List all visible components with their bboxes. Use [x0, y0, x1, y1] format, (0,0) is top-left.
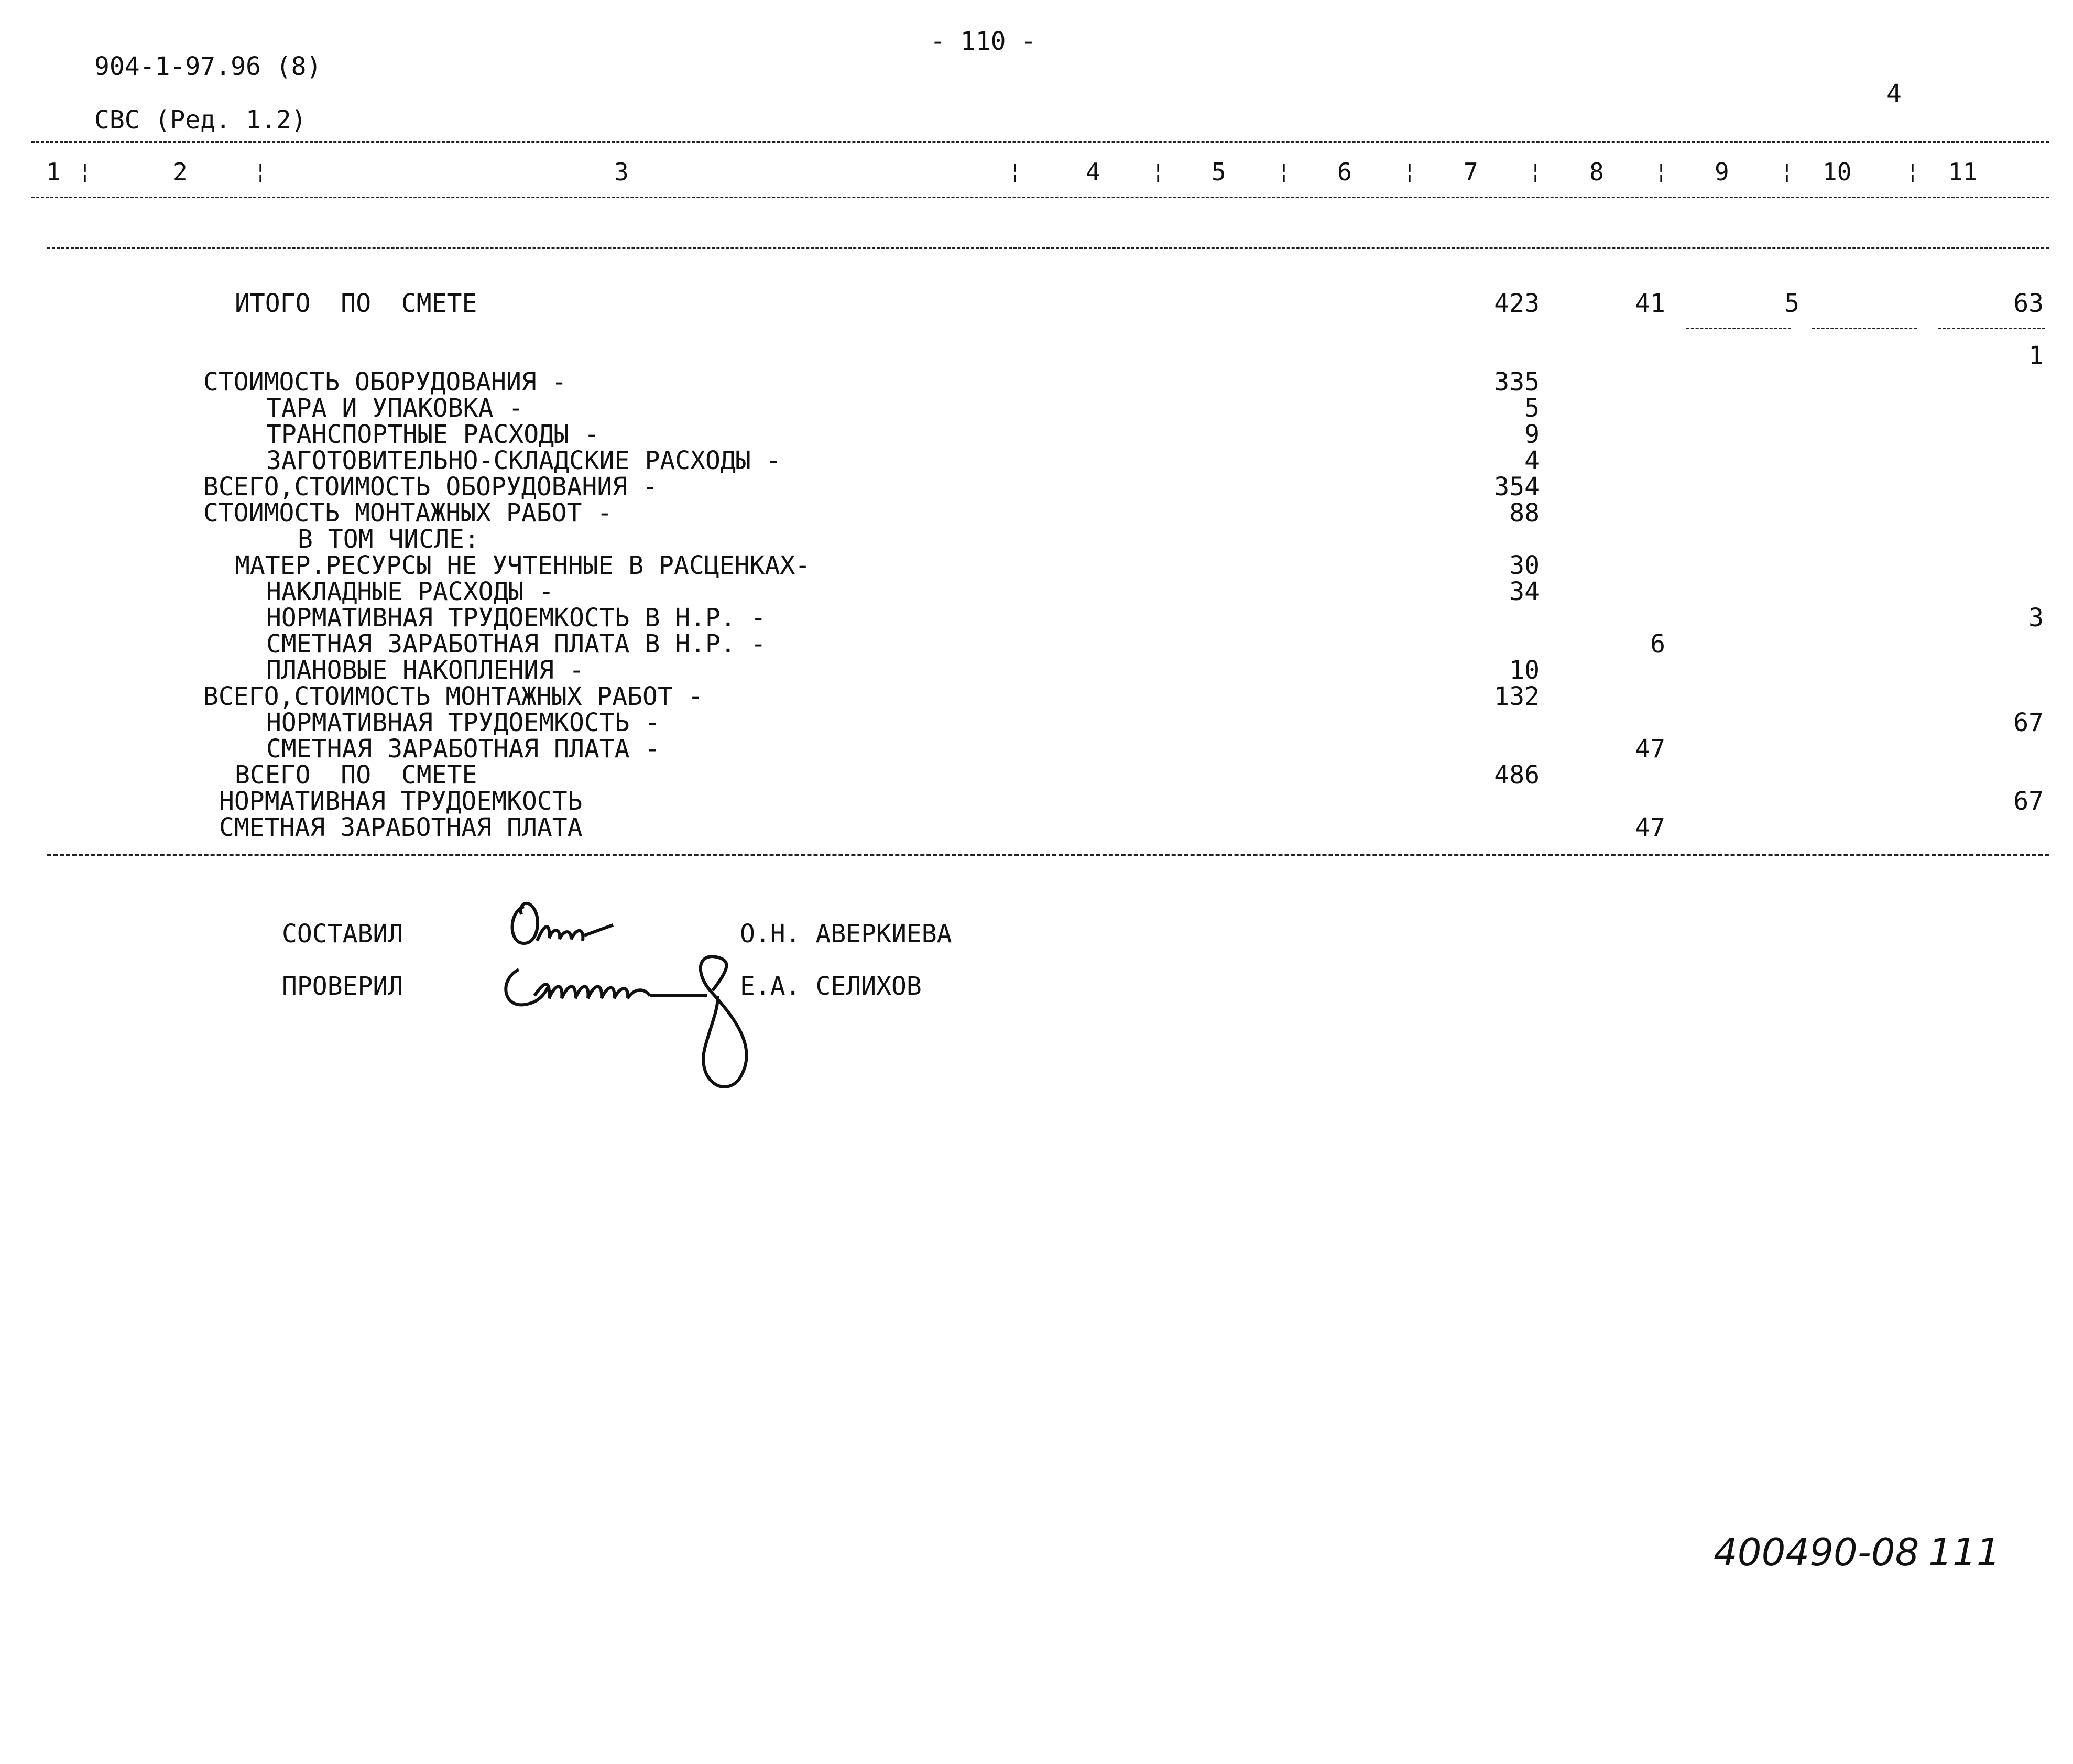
total-row-col7: 423 [1494, 289, 1540, 318]
col-header-4: 4 [1086, 158, 1100, 186]
row-col7: 335 [1494, 367, 1540, 397]
col-separator: ¦ [254, 160, 267, 184]
signature-scribbles [487, 891, 781, 1090]
col-header-8: 8 [1589, 158, 1604, 186]
row-col8: 47 [1635, 813, 1665, 842]
row-col11: 3 [2028, 603, 2044, 633]
composed-label: СОСТАВИЛ [282, 919, 403, 949]
col11-underline [1938, 328, 2045, 329]
checked-name: Е.А. СЕЛИХОВ [740, 972, 922, 1001]
total-row-col11-sub: 1 [2028, 341, 2044, 371]
col9-underline [1686, 328, 1791, 329]
row-label: НОРМАТИВНАЯ ТРУДОЕМКОСТЬ [219, 787, 583, 816]
row-col7: 132 [1494, 682, 1540, 711]
col-separator: ¦ [1152, 160, 1165, 184]
header-bottom-rule [31, 197, 2049, 198]
handwritten-sheet-number: 111 [1928, 1530, 2001, 1574]
row-label: ТАРА И УПАКОВКА - [266, 394, 524, 423]
header-top-rule [31, 141, 2049, 143]
row-label: МАТЕР.РЕСУРСЫ НЕ УЧТЕННЫЕ В РАСЦЕНКАХ- [235, 551, 811, 580]
row-label: НОРМАТИВНАЯ ТРУДОЕМКОСТЬ - [266, 708, 660, 737]
col-separator: ¦ [1781, 160, 1794, 184]
col-separator: ¦ [1403, 160, 1416, 184]
row-col7: 88 [1509, 498, 1540, 528]
col-header-9: 9 [1715, 158, 1729, 186]
row-label: СТОИМОСТЬ ОБОРУДОВАНИЯ - [203, 367, 567, 397]
row-label: СМЕТНАЯ ЗАРАБОТНАЯ ПЛАТА В Н.Р. - [266, 629, 766, 659]
col-separator: ¦ [1529, 160, 1542, 184]
composed-name: О.Н. АВЕРКИЕВА [740, 919, 952, 949]
row-col7: 34 [1509, 577, 1540, 606]
corner-number: 4 [1886, 79, 1902, 108]
handwritten-code: 400490-08 [1714, 1530, 1919, 1574]
col-header-1: 1 [46, 158, 61, 186]
col-separator: ¦ [1278, 160, 1291, 184]
row-label: СМЕТНАЯ ЗАРАБОТНАЯ ПЛАТА [219, 813, 583, 842]
col-header-7: 7 [1464, 158, 1478, 186]
row-label: ВСЕГО,СТОИМОСТЬ МОНТАЖНЫХ РАБОТ - [203, 682, 703, 711]
row-label: ВСЕГО,СТОИМОСТЬ ОБОРУДОВАНИЯ - [203, 472, 658, 502]
total-row-col11: 63 [2013, 289, 2044, 318]
col-header-2: 2 [173, 158, 188, 186]
row-label: НАКЛАДНЫЕ РАСХОДЫ - [266, 577, 554, 606]
row-label: ТРАНСПОРТНЫЕ РАСХОДЫ - [266, 420, 599, 449]
row-col7: 486 [1494, 760, 1540, 790]
col-separator: ¦ [1655, 160, 1668, 184]
row-col11: 67 [2013, 708, 2044, 737]
body-top-rule [47, 247, 2049, 249]
row-label: ПЛАНОВЫЕ НАКОПЛЕНИЯ - [266, 656, 584, 685]
document-code: 904-1-97.96 (8) [94, 52, 322, 81]
col-header-11: 11 [1948, 158, 1978, 186]
row-col7: 354 [1494, 472, 1540, 502]
row-col7: 10 [1509, 656, 1540, 685]
checked-label: ПРОВЕРИЛ [282, 972, 403, 1001]
row-col8: 6 [1650, 629, 1665, 659]
row-label: СТОИМОСТЬ МОНТАЖНЫХ РАБОТ - [203, 498, 613, 528]
row-col7: 9 [1524, 420, 1540, 449]
row-label: В ТОМ ЧИСЛЕ: [298, 525, 479, 554]
row-label: ЗАГОТОВИТЕЛЬНО-СКЛАДСКИЕ РАСХОДЫ - [266, 446, 781, 475]
total-row-col8: 41 [1635, 289, 1665, 318]
program-version: СВС (Ред. 1.2) [94, 105, 307, 135]
row-col7: 30 [1509, 551, 1540, 580]
col-separator: ¦ [1906, 160, 1919, 184]
col-header-5: 5 [1212, 158, 1226, 186]
total-row-col9: 5 [1784, 289, 1799, 318]
page-number: - 110 - [930, 27, 1036, 56]
col-header-3: 3 [614, 158, 629, 186]
col-header-10: 10 [1823, 158, 1852, 186]
row-col7: 5 [1524, 394, 1540, 423]
row-label: ВСЕГО ПО СМЕТЕ [235, 760, 477, 790]
col-header-6: 6 [1337, 158, 1352, 186]
col10-underline [1812, 328, 1917, 329]
col-separator: ¦ [1009, 160, 1022, 184]
row-col7: 4 [1524, 446, 1540, 475]
col-separator: ¦ [79, 160, 92, 184]
row-label: СМЕТНАЯ ЗАРАБОТНАЯ ПЛАТА - [266, 734, 660, 764]
row-col8: 47 [1635, 734, 1665, 764]
total-row-label: ИТОГО ПО СМЕТЕ [235, 289, 477, 318]
row-col11: 67 [2013, 787, 2044, 816]
row-label: НОРМАТИВНАЯ ТРУДОЕМКОСТЬ В Н.Р. - [266, 603, 766, 633]
table-bottom-rule [47, 854, 2049, 856]
